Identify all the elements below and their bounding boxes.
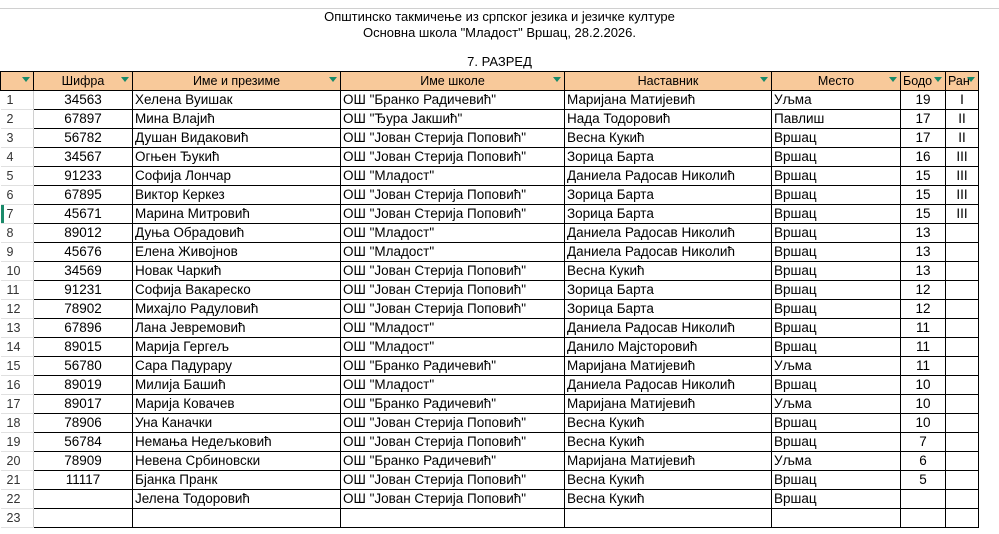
filter-arrow-icon[interactable] — [967, 77, 975, 82]
cell-n[interactable]: 3 — [1, 129, 34, 148]
cell-code[interactable]: 89019 — [34, 376, 133, 395]
cell-place[interactable]: Вршац — [772, 148, 901, 167]
cell-points[interactable]: 10 — [901, 414, 946, 433]
cell-name[interactable]: Михајло Радуловић — [133, 300, 341, 319]
table-row — [1, 186, 979, 205]
cell-points[interactable]: 12 — [901, 281, 946, 300]
cell-n[interactable]: 1 — [1, 91, 34, 110]
cell-school[interactable]: ОШ "Јован Стерија Поповић" — [341, 186, 565, 205]
cell-teacher[interactable]: Весна Кукић — [565, 433, 772, 452]
cell-school[interactable]: ОШ "Јован Стерија Поповић" — [341, 300, 565, 319]
cell-code[interactable]: 45671 — [34, 205, 133, 224]
cell-points[interactable]: 19 — [901, 91, 946, 110]
cell-teacher[interactable]: Зорица Барта — [565, 186, 772, 205]
cell-place[interactable]: Вршац — [772, 490, 901, 509]
header-place[interactable]: Место — [772, 72, 901, 91]
cell-n[interactable]: 8 — [1, 224, 34, 243]
cell-name[interactable]: Уна Каначки — [133, 414, 341, 433]
cell-points[interactable]: 16 — [901, 148, 946, 167]
cell-points[interactable]: 13 — [901, 224, 946, 243]
cell-points[interactable] — [901, 509, 946, 528]
cell-place[interactable]: Вршац — [772, 243, 901, 262]
cell-rank[interactable]: III — [946, 167, 979, 186]
cell-code[interactable]: 89015 — [34, 338, 133, 357]
cell-code[interactable]: 89017 — [34, 395, 133, 414]
cell-code[interactable] — [34, 490, 133, 509]
cell-place[interactable]: Вршац — [772, 338, 901, 357]
table-row — [1, 91, 979, 110]
cell-code[interactable] — [34, 509, 133, 528]
header-teacher[interactable]: Наставник — [565, 72, 772, 91]
cell-rank[interactable]: II — [946, 110, 979, 129]
cell-teacher[interactable]: Зорица Барта — [565, 148, 772, 167]
header-row — [1, 72, 979, 91]
cell-points[interactable]: 10 — [901, 395, 946, 414]
cell-name[interactable]: Јелена Тодоровић — [133, 490, 341, 509]
table-row — [1, 319, 979, 338]
cell-teacher[interactable]: Зорица Барта — [565, 281, 772, 300]
cell-school[interactable]: ОШ "Јован Стерија Поповић" — [341, 129, 565, 148]
cell-n[interactable]: 21 — [1, 471, 34, 490]
cell-n[interactable]: 4 — [1, 148, 34, 167]
cell-code[interactable]: 56782 — [34, 129, 133, 148]
cell-points[interactable]: 7 — [901, 433, 946, 452]
table-row — [1, 509, 979, 528]
cell-n[interactable]: 22 — [1, 490, 34, 509]
cell-code[interactable]: 91233 — [34, 167, 133, 186]
cell-school[interactable]: ОШ "Младост" — [341, 338, 565, 357]
table-row — [1, 281, 979, 300]
cell-rank[interactable] — [946, 471, 979, 490]
table-row — [1, 224, 979, 243]
cell-teacher[interactable]: Зорица Барта — [565, 205, 772, 224]
cell-rank[interactable] — [946, 262, 979, 281]
cell-rank[interactable] — [946, 490, 979, 509]
table-row — [1, 167, 979, 186]
school-date-subtitle: Основна школа "Младост" Вршац, 28.2.2026. — [362, 25, 636, 40]
cell-school[interactable]: ОШ "Јован Стерија Поповић" — [341, 205, 565, 224]
cell-school[interactable]: ОШ "Бранко Радичевић" — [341, 91, 565, 110]
cell-name[interactable]: Марија Ковачев — [133, 395, 341, 414]
cell-n[interactable]: 13 — [1, 319, 34, 338]
cell-place[interactable]: Вршац — [772, 471, 901, 490]
cell-code[interactable]: 56784 — [34, 433, 133, 452]
cell-name[interactable]: Огњен Ђукић — [133, 148, 341, 167]
cell-points[interactable]: 17 — [901, 129, 946, 148]
cell-place[interactable]: Вршац — [772, 167, 901, 186]
cell-teacher[interactable]: Маријана Матијевић — [565, 91, 772, 110]
cell-n[interactable]: 14 — [1, 338, 34, 357]
cell-n[interactable]: 17 — [1, 395, 34, 414]
cell-school[interactable]: ОШ "Јован Стерија Поповић" — [341, 281, 565, 300]
cell-n[interactable]: 5 — [1, 167, 34, 186]
cell-code[interactable]: 67896 — [34, 319, 133, 338]
cell-rank[interactable] — [946, 243, 979, 262]
cell-code[interactable]: 45676 — [34, 243, 133, 262]
cell-school[interactable]: ОШ "Јован Стерија Поповић" — [341, 148, 565, 167]
cell-place[interactable]: Вршац — [772, 300, 901, 319]
cell-rank[interactable]: I — [946, 91, 979, 110]
header-name[interactable]: Име и презиме — [133, 72, 341, 91]
cell-code[interactable]: 78906 — [34, 414, 133, 433]
grade-heading: 7. РАЗРЕД — [467, 54, 532, 69]
cell-school[interactable]: ОШ "Младост" — [341, 319, 565, 338]
cell-teacher[interactable] — [565, 509, 772, 528]
cell-teacher[interactable]: Маријана Матијевић — [565, 357, 772, 376]
cell-teacher[interactable]: Данило Мајсторовић — [565, 338, 772, 357]
cell-school[interactable]: ОШ "Јован Стерија Поповић" — [341, 262, 565, 281]
cell-school[interactable]: ОШ "Бранко Радичевић" — [341, 357, 565, 376]
cell-teacher[interactable]: Весна Кукић — [565, 414, 772, 433]
cell-code[interactable]: 91231 — [34, 281, 133, 300]
cell-n[interactable]: 11 — [1, 281, 34, 300]
cell-points[interactable]: 17 — [901, 110, 946, 129]
cell-school[interactable]: ОШ "Младост" — [341, 167, 565, 186]
cell-rank[interactable] — [946, 395, 979, 414]
cell-name[interactable] — [133, 509, 341, 528]
cell-name[interactable]: Мина Влајић — [133, 110, 341, 129]
cell-points[interactable]: 5 — [901, 471, 946, 490]
cell-name[interactable]: Сара Падурару — [133, 357, 341, 376]
cell-school[interactable]: ОШ "Бранко Радичевић" — [341, 395, 565, 414]
cell-n[interactable]: 12 — [1, 300, 34, 319]
cell-points[interactable] — [901, 490, 946, 509]
filter-arrow-icon[interactable] — [22, 77, 30, 82]
header-points[interactable]: Бодо — [901, 72, 946, 91]
cell-rank[interactable]: III — [946, 148, 979, 167]
cell-place[interactable]: Вршац — [772, 186, 901, 205]
filter-arrow-icon[interactable] — [889, 77, 897, 82]
cell-points[interactable]: 15 — [901, 167, 946, 186]
header-school[interactable]: Име школе — [341, 72, 565, 91]
filter-arrow-icon[interactable] — [934, 77, 942, 82]
cell-name[interactable]: Елена Живојнов — [133, 243, 341, 262]
cell-school[interactable]: ОШ "Јован Стерија Поповић" — [341, 490, 565, 509]
cell-place[interactable]: Вршац — [772, 129, 901, 148]
cell-code[interactable]: 56780 — [34, 357, 133, 376]
cell-rank[interactable] — [946, 452, 979, 471]
cell-place[interactable] — [772, 509, 901, 528]
table-row — [1, 414, 979, 433]
cell-points[interactable]: 11 — [901, 357, 946, 376]
cell-code[interactable]: 11117 — [34, 471, 133, 490]
filter-arrow-icon[interactable] — [553, 77, 561, 82]
header-rownum[interactable] — [1, 72, 34, 91]
cell-place[interactable]: Уљма — [772, 91, 901, 110]
cell-place[interactable]: Вршац — [772, 281, 901, 300]
cell-points[interactable]: 11 — [901, 338, 946, 357]
cell-teacher[interactable]: Даниела Радосав Николић — [565, 167, 772, 186]
table-row — [1, 148, 979, 167]
cell-rank[interactable] — [946, 338, 979, 357]
cell-place[interactable]: Уљма — [772, 357, 901, 376]
cell-points[interactable]: 15 — [901, 186, 946, 205]
cell-n[interactable]: 9 — [1, 243, 34, 262]
cell-school[interactable]: ОШ "Младост" — [341, 376, 565, 395]
cell-school[interactable]: ОШ "Ђура Јакшић" — [341, 110, 565, 129]
top-cut-row — [0, 0, 999, 9]
table-row — [1, 395, 979, 414]
results-table — [0, 71, 979, 528]
cell-code[interactable]: 78902 — [34, 300, 133, 319]
cell-rank[interactable] — [946, 300, 979, 319]
table-row — [1, 262, 979, 281]
cell-rank[interactable] — [946, 357, 979, 376]
header-rank[interactable]: Ран — [946, 72, 979, 91]
cell-n[interactable]: 6 — [1, 186, 34, 205]
cell-rank[interactable] — [946, 433, 979, 452]
cell-name[interactable]: Милија Башић — [133, 376, 341, 395]
cell-code[interactable]: 34569 — [34, 262, 133, 281]
table-body — [1, 91, 979, 528]
cell-name[interactable]: Душан Видаковић — [133, 129, 341, 148]
cell-name[interactable]: Лана Јевремовић — [133, 319, 341, 338]
cell-code[interactable]: 89012 — [34, 224, 133, 243]
cell-place[interactable]: Уљма — [772, 452, 901, 471]
cell-rank[interactable] — [946, 414, 979, 433]
cell-rank[interactable] — [946, 376, 979, 395]
cell-points[interactable]: 12 — [901, 300, 946, 319]
table-row — [1, 205, 979, 224]
cell-name[interactable]: Новак Чаркић — [133, 262, 341, 281]
cell-n[interactable]: 10 — [1, 262, 34, 281]
table-row — [1, 338, 979, 357]
cell-name[interactable]: Бјанка Пранк — [133, 471, 341, 490]
cell-code[interactable]: 34563 — [34, 91, 133, 110]
cell-name[interactable]: Марија Гергељ — [133, 338, 341, 357]
cell-name[interactable]: Хелена Вуишак — [133, 91, 341, 110]
cell-teacher[interactable]: Даниела Радосав Николић — [565, 243, 772, 262]
cell-n[interactable]: 2 — [1, 110, 34, 129]
cell-points[interactable]: 13 — [901, 262, 946, 281]
cell-school[interactable]: ОШ "Младост" — [341, 224, 565, 243]
cell-teacher[interactable]: Даниела Радосав Николић — [565, 224, 772, 243]
cell-name[interactable]: Софија Лончар — [133, 167, 341, 186]
table-row — [1, 129, 979, 148]
cell-n[interactable]: 20 — [1, 452, 34, 471]
cell-name[interactable]: Немања Недељковић — [133, 433, 341, 452]
filter-arrow-icon[interactable] — [329, 77, 337, 82]
cell-code[interactable]: 67895 — [34, 186, 133, 205]
table-row — [1, 490, 979, 509]
filter-arrow-icon[interactable] — [760, 77, 768, 82]
cell-teacher[interactable]: Весна Кукић — [565, 471, 772, 490]
cell-n[interactable]: 18 — [1, 414, 34, 433]
cell-n[interactable]: 15 — [1, 357, 34, 376]
cell-place[interactable]: Вршац — [772, 262, 901, 281]
cell-place[interactable]: Вршац — [772, 414, 901, 433]
cell-place[interactable]: Вршац — [772, 319, 901, 338]
cell-school[interactable]: ОШ "Јован Стерија Поповић" — [341, 471, 565, 490]
cell-rank[interactable]: III — [946, 186, 979, 205]
cell-name[interactable]: Виктор Керкез — [133, 186, 341, 205]
header-code[interactable]: Шифра — [34, 72, 133, 91]
cell-school[interactable] — [341, 509, 565, 528]
cell-n[interactable]: 7 — [1, 205, 34, 224]
table-row — [1, 357, 979, 376]
cell-teacher[interactable]: Даниела Радосав Николић — [565, 319, 772, 338]
cell-code[interactable]: 34567 — [34, 148, 133, 167]
competition-title: Општинско такмичење из српског језика и језичке културе — [324, 9, 675, 24]
cell-teacher[interactable]: Весна Кукић — [565, 490, 772, 509]
cell-n[interactable]: 23 — [1, 509, 34, 528]
cell-name[interactable]: Невена Србиновски — [133, 452, 341, 471]
table-row — [1, 471, 979, 490]
cell-school[interactable]: ОШ "Јован Стерија Поповић" — [341, 414, 565, 433]
table-row — [1, 110, 979, 129]
table-row — [1, 452, 979, 471]
cell-name[interactable]: Дуња Обрадовић — [133, 224, 341, 243]
cell-place[interactable]: Вршац — [772, 205, 901, 224]
cell-place[interactable]: Павлиш — [772, 110, 901, 129]
cell-name[interactable]: Софија Вакареско — [133, 281, 341, 300]
cell-points[interactable]: 10 — [901, 376, 946, 395]
cell-school[interactable]: ОШ "Бранко Радичевић" — [341, 452, 565, 471]
cell-place[interactable]: Вршац — [772, 224, 901, 243]
cell-points[interactable]: 13 — [901, 243, 946, 262]
cell-n[interactable]: 16 — [1, 376, 34, 395]
cell-place[interactable]: Вршац — [772, 376, 901, 395]
cell-teacher[interactable]: Маријана Матијевић — [565, 395, 772, 414]
cell-place[interactable]: Уљма — [772, 395, 901, 414]
cell-teacher[interactable]: Зорица Барта — [565, 300, 772, 319]
cell-teacher[interactable]: Даниела Радосав Николић — [565, 376, 772, 395]
cell-code[interactable]: 67897 — [34, 110, 133, 129]
cell-rank[interactable] — [946, 319, 979, 338]
table-row — [1, 376, 979, 395]
cell-place[interactable]: Вршац — [772, 433, 901, 452]
cell-school[interactable]: ОШ "Младост" — [341, 243, 565, 262]
cell-rank[interactable] — [946, 224, 979, 243]
cell-points[interactable]: 6 — [901, 452, 946, 471]
cell-teacher[interactable]: Маријана Матијевић — [565, 452, 772, 471]
cell-rank[interactable] — [946, 281, 979, 300]
cell-points[interactable]: 15 — [901, 205, 946, 224]
cell-points[interactable]: 11 — [901, 319, 946, 338]
cell-school[interactable]: ОШ "Јован Стерија Поповић" — [341, 433, 565, 452]
cell-rank[interactable]: II — [946, 129, 979, 148]
cell-code[interactable]: 78909 — [34, 452, 133, 471]
table-row — [1, 433, 979, 452]
table-row — [1, 243, 979, 262]
cell-n[interactable]: 19 — [1, 433, 34, 452]
cell-rank[interactable] — [946, 509, 979, 528]
cell-name[interactable]: Марина Митровић — [133, 205, 341, 224]
cell-teacher[interactable]: Весна Кукић — [565, 262, 772, 281]
cell-teacher[interactable]: Весна Кукић — [565, 129, 772, 148]
filter-arrow-icon[interactable] — [121, 77, 129, 82]
cell-rank[interactable]: III — [946, 205, 979, 224]
cell-teacher[interactable]: Нада Тодоровић — [565, 110, 772, 129]
table-row — [1, 300, 979, 319]
